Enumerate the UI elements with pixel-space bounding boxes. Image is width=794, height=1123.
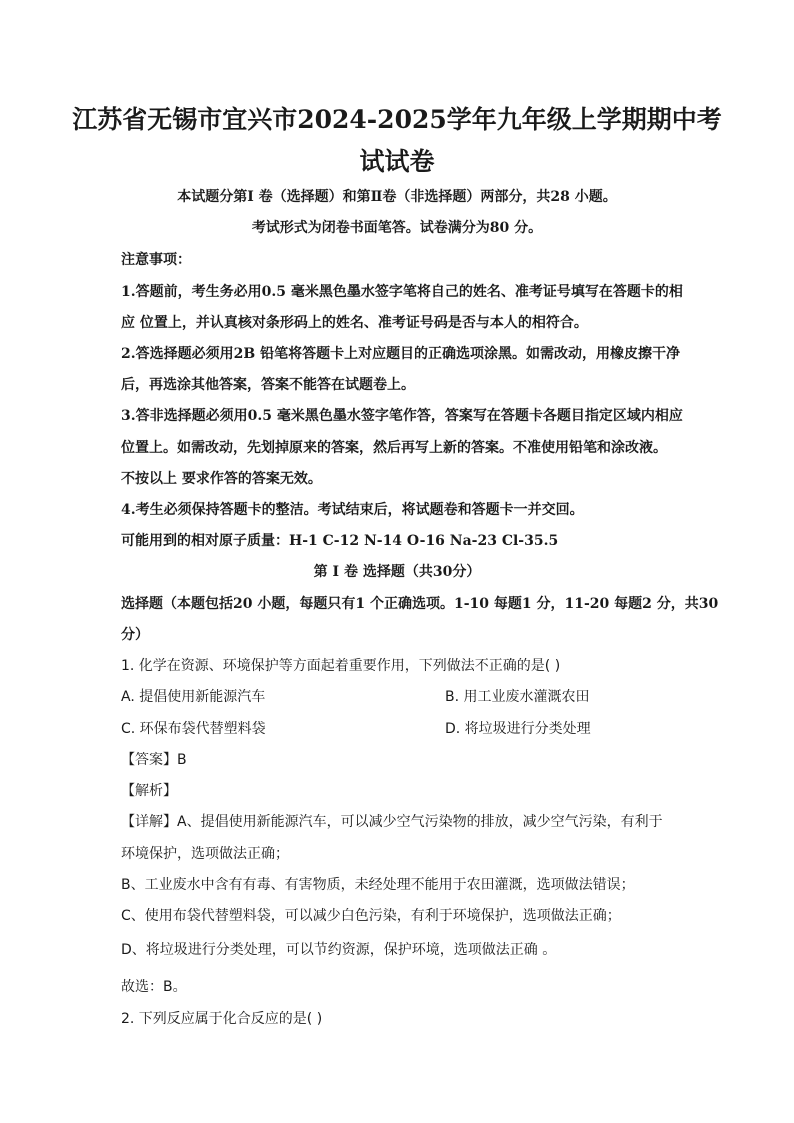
note-line: 2.答选择题必须用2B 铅笔将答题卡上对应题目的正确选项涂黑。如需改动，用橡皮擦干净 bbox=[121, 346, 681, 362]
note-line: 1.答题前，考生务必用0.5 毫米黑色墨水签字笔将自己的姓名、准考证号填写在答题卡的相 bbox=[121, 284, 683, 300]
note-line: 应 位置上，并认真核对条形码上的姓名、准考证号码是否与本人的相符合。 bbox=[121, 315, 588, 331]
question-1-option-b: B. 用工业废水灌溉农田 bbox=[445, 689, 590, 705]
note-line: 不按以上 要求作答的答案无效。 bbox=[121, 471, 322, 487]
notes-heading: 注意事项： bbox=[121, 252, 191, 268]
intro-line1: 本试题分第Ⅰ 卷（选择题）和第Ⅱ卷（非选择题）两部分，共28 小题。 bbox=[177, 189, 617, 205]
section-title: 第 Ⅰ 卷 选择题（共30分） bbox=[313, 564, 481, 580]
exam-title-line1: 江苏省无锡市宜兴市2024-2025学年九年级上学期期中考 bbox=[72, 105, 722, 134]
section-description: 选择题（本题包括20 小题，每题只有1 个正确选项。1-10 每题1 分，11-20 每题2 分，共30 bbox=[121, 596, 719, 612]
question-1-answer: 【答案】B bbox=[121, 752, 187, 768]
question-1-option-c: C. 环保布袋代替塑料袋 bbox=[121, 721, 266, 737]
intro-line2: 考试形式为闭卷书面笔答。试卷满分为80 分。 bbox=[251, 220, 543, 236]
question-1-option-a: A. 提倡使用新能源汽车 bbox=[121, 689, 266, 705]
section-description-cont: 分） bbox=[121, 627, 149, 643]
note-line: 位置上。如需改动，先划掉原来的答案，然后再写上新的答案。不准使用铅笔和涂改液。 bbox=[121, 440, 667, 456]
atomic-mass-line: 可能用到的相对原子质量：H-1 C-12 N-14 O-16 Na-23 Cl-35.5 bbox=[121, 533, 559, 549]
question-1-option-d: D. 将垃圾进行分类处理 bbox=[445, 721, 591, 737]
note-line: 4.考生必须保持答题卡的整洁。考试结束后，将试题卷和答题卡一并交回。 bbox=[121, 502, 584, 518]
question-1-detail-b: B、工业废水中含有有毒、有害物质，未经处理不能用于农田灌溉，选项做法错误； bbox=[121, 877, 635, 893]
question-1-conclusion: 故选：B。 bbox=[121, 979, 187, 995]
question-1-detail-c: C、使用布袋代替塑料袋，可以减少白色污染，有利于环境保护，选项做法正确； bbox=[121, 908, 621, 924]
question-1-detail: 环境保护，选项做法正确； bbox=[121, 846, 289, 862]
question-1-detail-d: D、将垃圾进行分类处理，可以节约资源，保护环境，选项做法正确 。 bbox=[121, 942, 557, 958]
question-2-stem: 2. 下列反应属于化合反应的是( ) bbox=[121, 1011, 323, 1027]
note-line: 3.答非选择题必须用0.5 毫米黑色墨水签字笔作答，答案写在答题卡各题目指定区域内相应 bbox=[121, 408, 683, 424]
note-line: 后，再选涂其他答案，答案不能答在试题卷上。 bbox=[121, 377, 415, 393]
question-1-stem: 1. 化学在资源、环境保护等方面起着重要作用，下列做法不正确的是( ) bbox=[121, 658, 561, 674]
question-1-analysis-heading: 【解析】 bbox=[121, 783, 177, 799]
question-1-detail: 【详解】A、提倡使用新能源汽车，可以减少空气污染物的排放，减少空气污染，有利于 bbox=[121, 814, 663, 830]
exam-title-line2: 试试卷 bbox=[359, 147, 435, 176]
